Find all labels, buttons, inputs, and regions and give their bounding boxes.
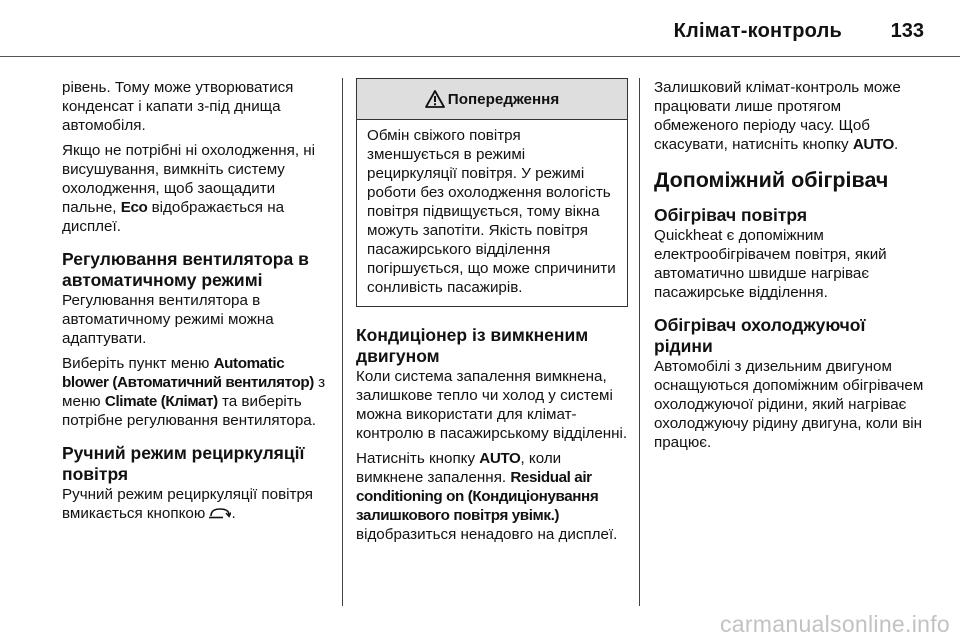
menu-climate: Climate (Клімат)	[104, 393, 218, 410]
section-heading-ac: Кондиціонер із вимкненим двигуном	[356, 325, 589, 366]
display-message: Residual air conditioning on (Кондиціонування залишкового повітря увімк.)	[356, 469, 599, 524]
paragraph: Регулювання вентилятора в автоматичному режимі можна адаптувати.	[62, 292, 274, 347]
warning-box	[356, 78, 628, 307]
warning-header	[357, 79, 627, 120]
paragraph: Якщо не потрібні ні охолодження, ні висушування, вимкніть систему охолодження, щоб заощадити пальне, Eco відображається на дисплеї.	[62, 142, 316, 235]
paragraph: Quickheat є допоміжним електрообігрівачем повітря, який автоматично швидше нагріває пасажирське відділення.	[654, 227, 887, 301]
section-heading-recirculation: Ручний режим рециркуляції повітря	[62, 443, 305, 484]
column-divider	[342, 78, 343, 606]
menu-item-automatic-blower: Automatic blower (Автоматичний вентилятор)	[62, 355, 314, 391]
column-right	[654, 78, 926, 458]
warning-title: Попередження	[447, 90, 560, 108]
paragraph: Ручний режим рециркуляції повітря вмикається кнопкою .	[62, 486, 314, 522]
paragraph: рівень. Тому може утворюватися конденсат і капати з-під днища автомобіля.	[62, 79, 294, 134]
auto-button-label: AUTO	[852, 136, 894, 153]
page-title: Клімат-контроль	[673, 20, 842, 42]
column-divider	[639, 78, 640, 606]
column-middle	[356, 78, 628, 550]
paragraph: Виберіть пункт меню Automatic blower (Автоматичний вентилятор) з меню Climate (Клімат) та виберіть потрібне регулювання вентилятора.	[62, 355, 326, 429]
header-rule	[0, 56, 960, 57]
warning-text: Обмін свіжого повітря зменшується в режимі рециркуляції повітря. У режимі роботи без охолодження вологість повітря підвищується, тому вікна можуть запотіти. Якість повітря пасажирського відділення погіршується, що може спричинити сонливість пасажирів.	[367, 127, 616, 296]
air-recirculation-icon	[209, 505, 231, 517]
paragraph: Коли система запалення вимкнена, залишкове тепло чи холод у системі можна використати для клімат-контролю в пасажирському відділенні.	[356, 368, 628, 442]
page-number: 133	[890, 20, 924, 42]
warning-triangle-icon	[425, 90, 445, 108]
watermark: carmanualsonline.info	[719, 611, 950, 637]
section-heading-fan: Регулювання вентилятора в автоматичному режимі	[62, 249, 309, 290]
auto-button-label: AUTO	[479, 450, 521, 467]
column-left	[62, 78, 330, 529]
paragraph: Залишковий клімат-контроль може працювати лише протягом обмеженого періоду часу. Щоб скасувати, натисніть кнопку AUTO.	[654, 79, 901, 153]
paragraph: Натисніть кнопку AUTO, коли вимкнене запалення. Residual air conditioning on (Кондиціонування залишкового повітря увімк.) відобразиться ненадовго на дисплеї.	[356, 450, 618, 543]
section-heading-air-heater: Обігрівач повітря	[654, 205, 808, 225]
paragraph: Автомобілі з дизельним двигуном оснащуються допоміжним обігрівачем охолоджуючої рідини, який нагріває охолоджуючу рідину двигуна, коли він працює.	[654, 358, 924, 451]
eco-label: Eco	[120, 199, 148, 216]
section-heading-coolant-heater: Обігрівач охолоджуючої рідини	[654, 315, 866, 356]
main-heading: Допоміжний обігрівач	[654, 168, 889, 192]
